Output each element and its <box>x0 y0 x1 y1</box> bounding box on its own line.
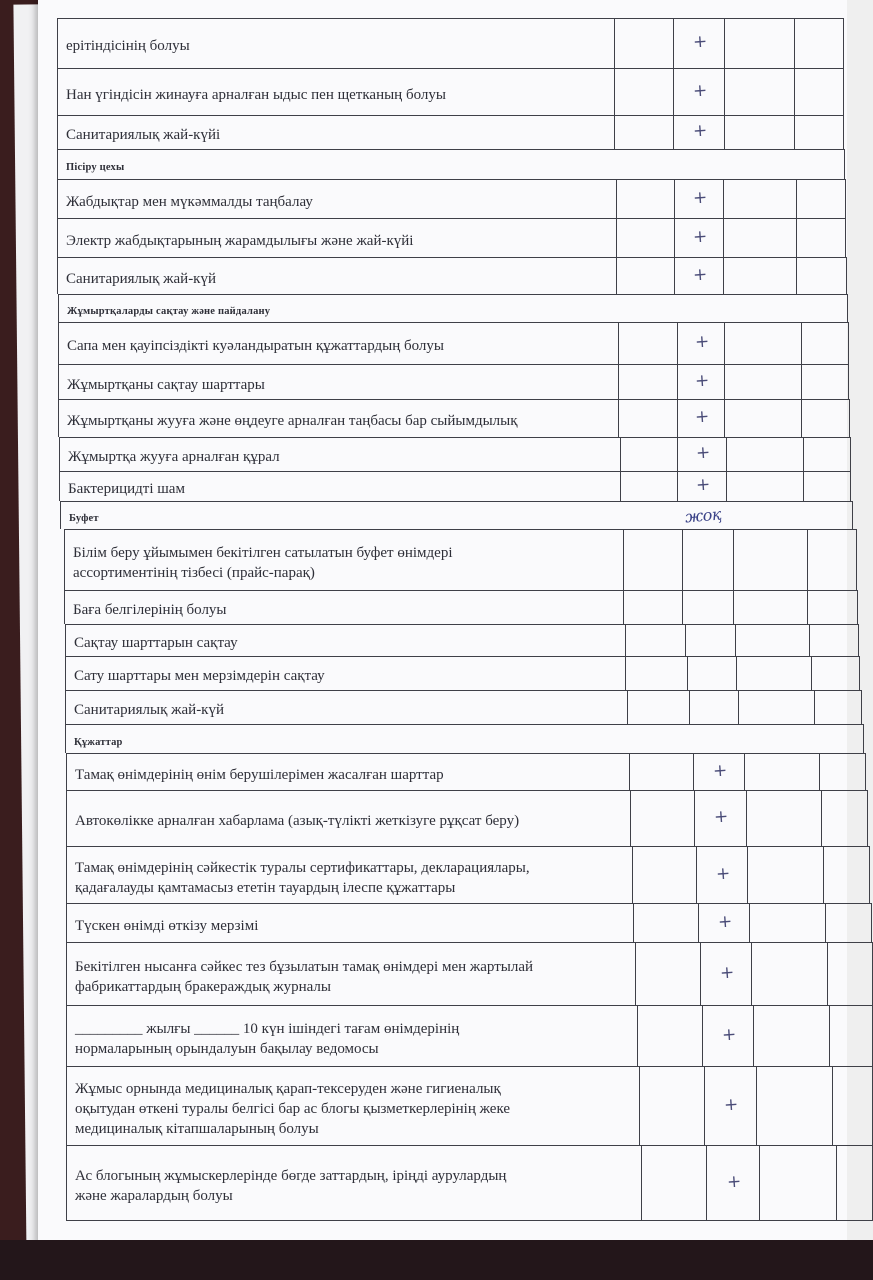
column-divider <box>723 180 724 219</box>
column-divider <box>677 323 678 365</box>
handwritten-plus-mark: + <box>693 406 710 428</box>
column-divider <box>821 791 822 847</box>
handwritten-plus-mark: + <box>714 863 731 885</box>
criterion-label: ерітіндісінің болуы <box>66 38 190 54</box>
criterion-label: Электр жабдықтарының жарамдылығы жəне жай-күйі <box>66 233 414 249</box>
column-divider <box>633 904 634 943</box>
column-divider <box>677 400 678 438</box>
checklist-row <box>66 1145 873 1220</box>
column-divider <box>689 691 690 725</box>
column-divider <box>618 323 619 365</box>
column-divider <box>811 657 812 691</box>
column-divider <box>803 472 804 502</box>
criterion-label-line: _________ жылғы ______ 10 күн ішіндегі тағам өнімдерінің <box>75 1021 460 1037</box>
column-divider <box>625 625 626 657</box>
column-divider <box>620 438 621 472</box>
column-divider <box>618 400 619 438</box>
column-divider <box>677 438 678 472</box>
column-divider <box>836 1146 837 1221</box>
criterion-label <box>75 1019 631 1059</box>
checklist-row <box>66 790 868 846</box>
handwritten-plus-mark: + <box>716 911 733 933</box>
checklist-row <box>58 364 849 399</box>
column-divider <box>724 19 725 69</box>
column-divider <box>744 754 745 791</box>
column-divider <box>796 258 797 295</box>
column-divider <box>801 323 802 365</box>
criterion-label <box>75 1079 633 1139</box>
column-divider <box>698 904 699 943</box>
criterion-label <box>75 957 629 997</box>
column-divider <box>733 530 734 591</box>
criterion-label: Бактерицидті шам <box>68 481 185 497</box>
checklist-row <box>57 257 847 294</box>
criterion-label <box>75 858 626 898</box>
checklist-row <box>66 1005 873 1066</box>
column-divider <box>674 219 675 258</box>
column-divider <box>751 943 752 1006</box>
column-divider <box>726 472 727 502</box>
criterion-label: Сақтау шарттарын сақтау <box>74 635 238 651</box>
handwritten-plus-mark: + <box>691 187 708 209</box>
checklist-row <box>59 471 851 501</box>
checklist-row <box>65 656 860 690</box>
criterion-label-line: Бекітілген нысанға сəйкес тез бұзылатын тамақ өнімдері мен жартылай <box>75 959 534 975</box>
column-divider <box>673 69 674 116</box>
column-divider <box>794 19 795 69</box>
column-divider <box>825 904 826 943</box>
handwritten-plus-mark: + <box>691 120 708 142</box>
checklist-row <box>57 218 846 257</box>
column-divider <box>673 19 674 69</box>
criterion-label-line: қадағалауды қамтамасыз ететін тауардың ілеспе құжаттары <box>75 880 456 896</box>
column-divider <box>814 691 815 725</box>
criterion-label: Нан үгіндісін жинауға арналған ыдыс пен щетканың болуы <box>66 87 446 103</box>
checklist-row <box>65 690 862 724</box>
column-divider <box>674 258 675 295</box>
handwritten-plus-mark: + <box>693 370 710 392</box>
handwritten-plus-mark: + <box>691 226 708 248</box>
column-divider <box>706 1146 707 1221</box>
checklist-row <box>58 399 850 437</box>
column-divider <box>724 365 725 400</box>
criterion-label: Автокөлікке арналған хабарлама (азық-түлікті жеткізуге рұқсат беру) <box>75 813 520 829</box>
section-header-row <box>58 294 848 322</box>
checklist-row <box>66 753 866 790</box>
column-divider <box>733 591 734 625</box>
criterion-label: Сапа мен қауіпсіздікті куəландыратын құжаттардың болуы <box>67 338 444 354</box>
section-title: Пісіру цехы <box>66 162 125 173</box>
handwritten-plus-mark: + <box>694 474 711 496</box>
column-divider <box>625 657 626 691</box>
checklist-row <box>64 529 857 590</box>
criterion-label: Санитариялық жай-күй <box>74 702 224 718</box>
column-divider <box>736 657 737 691</box>
criterion-label: Түскен өнімді өткізу мерзімі <box>75 918 259 934</box>
criterion-label: Жабдықтар мен мүкəммалды таңбалау <box>66 194 313 210</box>
handwritten-plus-mark: + <box>691 31 708 53</box>
column-divider <box>635 943 636 1006</box>
column-divider <box>723 258 724 295</box>
column-divider <box>677 365 678 400</box>
column-divider <box>724 69 725 116</box>
handwritten-plus-mark: + <box>713 806 729 828</box>
column-divider <box>726 438 727 472</box>
column-divider <box>700 943 701 1006</box>
checklist-row <box>57 179 846 218</box>
column-divider <box>796 219 797 258</box>
column-divider <box>724 400 725 438</box>
handwritten-plus-mark: + <box>693 331 710 353</box>
section-header-row <box>57 149 845 179</box>
column-divider <box>749 904 750 943</box>
section-header-row <box>65 724 864 753</box>
criterion-label-line: ассортиментінің тізбесі (прайс-парақ) <box>73 565 315 581</box>
column-divider <box>693 754 694 791</box>
criterion-label <box>75 1166 635 1206</box>
column-divider <box>620 472 621 502</box>
criterion-label: Жұмыртқаны сақтау шарттары <box>67 377 265 393</box>
background-bottom <box>0 1240 873 1280</box>
column-divider <box>614 19 615 69</box>
column-divider <box>682 530 683 591</box>
column-divider <box>829 1006 830 1067</box>
checklist-row <box>65 624 859 656</box>
section-header-row <box>60 501 853 529</box>
table-bottom-border <box>66 1220 873 1221</box>
handwritten-plus-mark: + <box>720 1024 737 1046</box>
handwritten-plus-mark: + <box>718 962 735 984</box>
column-divider <box>623 591 624 625</box>
column-divider <box>724 323 725 365</box>
criterion-label-line: жəне жаралардың болуы <box>75 1188 233 1204</box>
column-divider <box>807 591 808 625</box>
checklist-row <box>66 846 870 903</box>
criterion-label-line: медициналық кітапшаларының болуы <box>75 1121 319 1137</box>
criterion-label: Жұмыртқаны жууға жəне өңдеуге арналған таңбасы бар сыйымдылық <box>67 413 518 429</box>
handwritten-note: жоқ <box>684 504 722 527</box>
checklist-row <box>59 437 851 471</box>
column-divider <box>801 400 802 438</box>
handwritten-plus-mark: + <box>711 760 728 782</box>
criterion-label: Сату шарттары мен мерзімдерін сақтау <box>74 668 325 684</box>
checklist-row <box>66 942 873 1005</box>
column-divider <box>823 847 824 904</box>
column-divider <box>616 258 617 295</box>
column-divider <box>614 69 615 116</box>
column-divider <box>673 116 674 150</box>
criterion-label: Тамақ өнімдерінің өнім берушілерімен жасалған шарттар <box>75 767 444 783</box>
column-divider <box>796 180 797 219</box>
column-divider <box>819 754 820 791</box>
criterion-label-line: Тамақ өнімдерінің сəйкестік туралы сертификаттары, декларациялары, <box>75 860 530 876</box>
checklist-row <box>66 1066 873 1145</box>
column-divider <box>616 180 617 219</box>
criterion-label-line: фабрикаттардың бракераждық журналы <box>75 979 331 995</box>
column-divider <box>759 1146 760 1221</box>
column-divider <box>629 754 630 791</box>
checklist-row <box>64 590 858 624</box>
handwritten-plus-mark: + <box>694 442 711 464</box>
column-divider <box>696 847 697 904</box>
column-divider <box>738 691 739 725</box>
criterion-label: Санитариялық жай-күй <box>66 271 216 287</box>
checklist-row <box>57 115 844 149</box>
criterion-label <box>73 543 617 583</box>
column-divider <box>682 591 683 625</box>
column-divider <box>618 365 619 400</box>
column-divider <box>794 69 795 116</box>
checklist-row <box>57 18 844 68</box>
handwritten-plus-mark: + <box>691 80 708 102</box>
handwritten-plus-mark: + <box>725 1171 742 1193</box>
checklist-row <box>57 68 844 115</box>
column-divider <box>735 625 736 657</box>
handwritten-plus-mark: + <box>723 1094 739 1116</box>
column-divider <box>753 1006 754 1067</box>
column-divider <box>632 847 633 904</box>
criterion-label-line: нормаларының орындалуын бақылау ведомосы <box>75 1041 379 1057</box>
column-divider <box>630 791 631 847</box>
column-divider <box>723 219 724 258</box>
column-divider <box>614 116 615 150</box>
column-divider <box>794 116 795 150</box>
column-divider <box>756 1067 757 1146</box>
criterion-label: Жұмыртқа жууға арналған құрал <box>68 449 280 465</box>
criterion-label-line: Жұмыс орнында медициналық қарап-тексеруден жəне гигиеналық <box>75 1081 501 1097</box>
column-divider <box>627 691 628 725</box>
section-title: Құжаттар <box>74 737 123 748</box>
column-divider <box>677 472 678 502</box>
column-divider <box>641 1146 642 1221</box>
column-divider <box>807 530 808 591</box>
column-divider <box>747 847 748 904</box>
column-divider <box>639 1067 640 1146</box>
column-divider <box>616 219 617 258</box>
column-divider <box>827 943 828 1006</box>
column-divider <box>687 657 688 691</box>
column-divider <box>746 791 747 847</box>
column-divider <box>674 180 675 219</box>
column-divider <box>702 1006 703 1067</box>
criterion-label-line: Білім беру ұйымымен бекітілген сатылатын буфет өнімдері <box>73 545 453 561</box>
criterion-label-line: Ас блогының жұмыскерлерінде бөгде заттардың, іріңді аурулардың <box>75 1168 507 1184</box>
column-divider <box>623 530 624 591</box>
column-divider <box>803 438 804 472</box>
column-divider <box>724 116 725 150</box>
checklist-row <box>66 903 872 942</box>
criterion-label-line: оқытудан өткені туралы белгісі бар ас блогы қызметкерлерінің жеке <box>75 1101 511 1117</box>
column-divider <box>685 625 686 657</box>
column-divider <box>832 1067 833 1146</box>
column-divider <box>694 791 695 847</box>
criterion-label: Санитариялық жай-күйі <box>66 127 221 143</box>
column-divider <box>809 625 810 657</box>
handwritten-plus-mark: + <box>691 264 708 286</box>
column-divider <box>801 365 802 400</box>
section-title: Буфет <box>69 513 99 524</box>
column-divider <box>704 1067 705 1146</box>
column-divider <box>637 1006 638 1067</box>
checklist-row <box>58 322 849 364</box>
section-title: Жұмыртқаларды сақтау жəне пайдалану <box>67 306 271 317</box>
criterion-label: Баға белгілерінің болуы <box>73 602 227 618</box>
